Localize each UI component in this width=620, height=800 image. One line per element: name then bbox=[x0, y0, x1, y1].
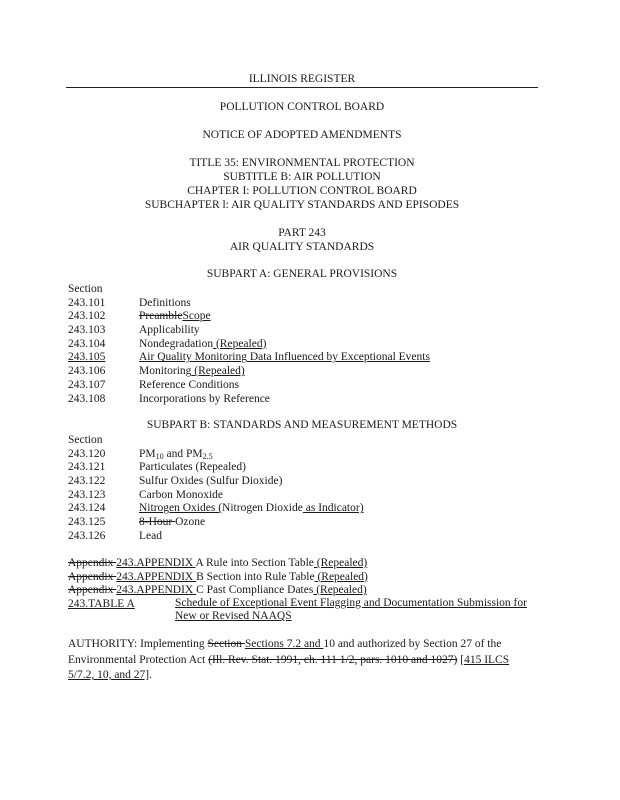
section-title bbox=[139, 309, 548, 323]
toc-row bbox=[68, 474, 548, 488]
section-label: Section bbox=[68, 434, 103, 446]
section-title: Nitrogen Oxides (Nitrogen Dioxide as Indicator) bbox=[139, 502, 364, 515]
table-number: 243.TABLE A bbox=[68, 597, 135, 610]
deleted-text: Section bbox=[207, 638, 245, 650]
section-number: 243.102 bbox=[68, 310, 106, 323]
authority-note: AUTHORITY: Implementing Section Sections 7.2 and 10 and authorized by Section 27 of the Environmental Protection Act (Ill. Rev. Stat. 1991, ch. 111 1/2, pars. 1010 and 1027) [415 ILCS 5/7.2, 10, and 27]. bbox=[68, 638, 510, 681]
subpart-b-heading: SUBPART B: STANDARDS AND MEASUREMENT METHODS bbox=[146, 419, 458, 431]
section-number: 243.121 bbox=[68, 461, 106, 474]
inserted-text: (Repealed) bbox=[313, 557, 368, 569]
deleted-text: (Ill. Rev. Stat. 1991, ch. 111 1/2, pars. 1010 and 1027) bbox=[208, 653, 458, 666]
section-label: Section bbox=[68, 283, 103, 295]
subpart-b-toc bbox=[68, 433, 548, 543]
inserted-text: 243.APPENDIX bbox=[116, 584, 197, 596]
deleted-text: 8-Hour bbox=[139, 516, 176, 529]
section-number: 243.105 bbox=[68, 351, 106, 364]
inserted-text: Nitrogen Oxides ( bbox=[139, 502, 223, 515]
inserted-text: Sections 7.2 and bbox=[244, 638, 324, 650]
toc-row bbox=[68, 378, 548, 392]
inserted-text: (Repealed) bbox=[213, 337, 267, 350]
section-title: Particulates (Repealed) bbox=[139, 461, 246, 474]
deleted-text: Appendix bbox=[68, 570, 117, 583]
section-title: Reference Conditions bbox=[139, 378, 239, 391]
inserted-text: 243.APPENDIX bbox=[116, 570, 197, 583]
table-title: Schedule of Exceptional Event Flagging and Documentation Submission for New or Revised NAAQS bbox=[175, 596, 527, 622]
chapter-heading: CHAPTER I: POLLUTION CONTROL BOARD bbox=[187, 185, 417, 197]
subpart-a-toc bbox=[68, 282, 548, 405]
section-number: 243.101 bbox=[68, 296, 106, 309]
subchapter-heading: SUBCHAPTER l: AIR QUALITY STANDARDS AND EPISODES bbox=[144, 199, 460, 211]
section-number: 243.122 bbox=[68, 475, 106, 488]
deleted-text: Appendix bbox=[68, 584, 117, 596]
section-number: 243.126 bbox=[68, 529, 106, 542]
toc-row bbox=[68, 309, 548, 323]
inserted-text: 243.APPENDIX bbox=[116, 557, 196, 569]
inserted-text: Scope bbox=[182, 310, 211, 323]
appendix-row: Appendix 243.APPENDIX A Rule into Section Table (Repealed) bbox=[68, 557, 368, 569]
toc-row bbox=[68, 488, 548, 502]
section-title: Lead bbox=[139, 529, 162, 542]
section-number: 243.124 bbox=[68, 502, 106, 515]
section-number: 243.120 bbox=[68, 447, 106, 460]
toc-row bbox=[68, 447, 548, 461]
appendix-row: Appendix 243.APPENDIX C Past Compliance Dates (Repealed) bbox=[68, 584, 367, 596]
table-a-row bbox=[68, 597, 548, 624]
section-number: 243.103 bbox=[68, 324, 106, 337]
section-title: Nondegradation (Repealed) bbox=[139, 337, 267, 350]
toc-row bbox=[68, 515, 548, 529]
appendix-row: Appendix 243.APPENDIX B Section into Rule Table (Repealed) bbox=[68, 570, 368, 583]
inserted-text: (Repealed) bbox=[314, 570, 368, 583]
toc-row bbox=[68, 529, 548, 543]
notice-heading: NOTICE OF ADOPTED AMENDMENTS bbox=[202, 129, 402, 141]
toc-row bbox=[68, 364, 548, 378]
section-number: 243.125 bbox=[68, 516, 106, 529]
section-title: Definitions bbox=[139, 296, 191, 309]
section-number: 243.106 bbox=[68, 365, 106, 378]
toc-row bbox=[68, 501, 548, 515]
toc-row bbox=[68, 323, 548, 337]
inserted-text: (Repealed) bbox=[191, 365, 245, 378]
appendix-list bbox=[68, 556, 548, 624]
part-name: AIR QUALITY STANDARDS bbox=[229, 241, 375, 253]
section-number: 243.123 bbox=[68, 488, 106, 501]
inserted-text: (Repealed) bbox=[313, 584, 367, 596]
part-number: PART 243 bbox=[278, 227, 326, 239]
deleted-text: Appendix bbox=[68, 557, 117, 569]
toc-row bbox=[68, 350, 548, 364]
section-title: 8-Hour Ozone bbox=[139, 516, 206, 529]
deleted-text: Preamble bbox=[139, 310, 183, 323]
section-title: Monitoring (Repealed) bbox=[139, 365, 245, 378]
toc-row bbox=[68, 296, 548, 310]
inserted-text: [415 ILCS 5/7.2, 10, and 27] bbox=[68, 653, 510, 681]
section-title: Applicability bbox=[139, 324, 200, 337]
register-header: ILLINOIS REGISTER bbox=[66, 72, 538, 88]
section-number: 243.104 bbox=[68, 337, 106, 350]
section-number: 243.107 bbox=[68, 378, 106, 391]
toc-row bbox=[68, 337, 548, 351]
board-heading: POLLUTION CONTROL BOARD bbox=[219, 101, 385, 113]
section-title: $PM_{10}$ and $PM_{2.5}$ bbox=[139, 447, 213, 461]
toc-row bbox=[68, 460, 548, 474]
inserted-text: as Indicator) bbox=[302, 502, 364, 515]
section-title: Carbon Monoxide bbox=[139, 488, 224, 501]
section-title: Air Quality Monitoring Data Influenced by Exceptional Events bbox=[139, 351, 430, 364]
section-title: Incorporations by Reference bbox=[139, 392, 270, 405]
title-heading: TITLE 35: ENVIRONMENTAL PROTECTION bbox=[189, 157, 415, 169]
section-title: Sulfur Oxides (Sulfur Dioxide) bbox=[139, 475, 283, 488]
toc-row bbox=[68, 392, 548, 406]
subpart-a-heading: SUBPART A: GENERAL PROVISIONS bbox=[206, 268, 398, 280]
section-number: 243.108 bbox=[68, 392, 106, 405]
subtitle-heading: SUBTITLE B: AIR POLLUTION bbox=[223, 171, 381, 183]
